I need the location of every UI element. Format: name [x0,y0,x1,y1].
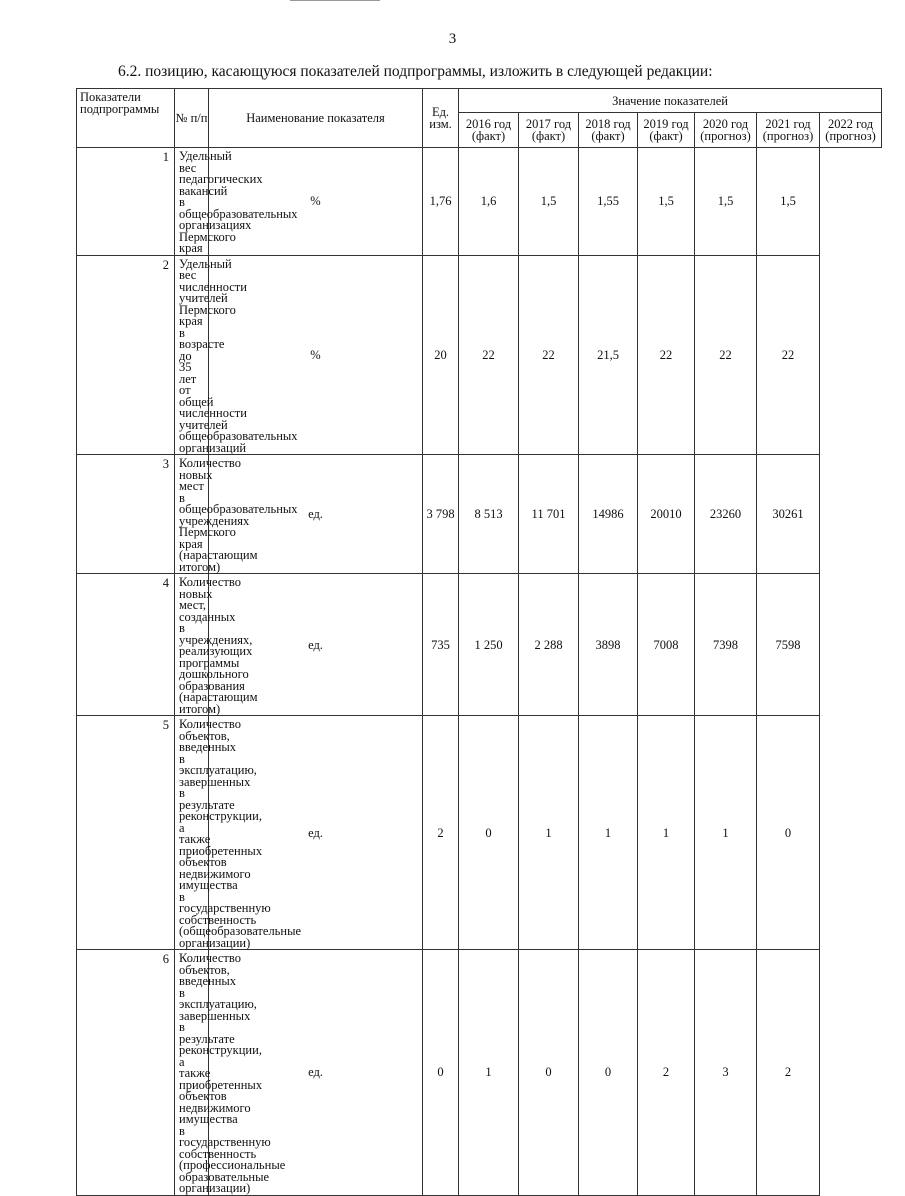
value-cell: 2 [757,950,820,1196]
indicator-name-line: в общеобразовательных учреждениях [179,490,298,528]
indicator-name-line: Удельный вес педагогических [179,149,263,186]
value-cell: 22 [757,255,820,455]
indicator-name-line: в эксплуатацию, завершенных [179,985,257,1023]
indicator-name-line: от общей численности учителей [179,383,247,432]
year-header-2021: 2021 год (прогноз) [757,113,820,148]
indicator-name-line: Количество новых мест, созданных [179,575,241,624]
table-row [77,950,882,1196]
row-number-cell: 6 [77,950,175,1196]
value-cell: 1 250 [459,574,519,716]
section-header-cell: Показатели подпрограммы [77,89,175,148]
indicator-name-line: итогом) [179,559,221,574]
indicator-name-cell [175,255,298,455]
value-cell: 11 701 [519,455,579,574]
year-header-2016: 2016 год (факт) [459,113,519,148]
table-row [77,148,882,256]
table-row [77,574,882,716]
value-cell: 3 [695,950,757,1196]
value-cell: 21,5 [579,255,638,455]
value-cell: 0 [579,950,638,1196]
unit-cell: ед. [209,574,423,716]
indicator-name-cell [175,574,258,716]
indicator-name-line: Удельный вес численности учителей [179,256,247,305]
value-cell: 30261 [757,455,820,574]
indicator-name-cell [175,716,302,950]
table-row [77,716,882,950]
year-header-2017: 2017 год (факт) [519,113,579,148]
value-cell: 1,5 [757,148,820,256]
year-header-2019: 2019 год (факт) [638,113,695,148]
value-cell: 1,6 [459,148,519,256]
indicator-name-line: в учреждениях, реализующих [179,621,253,658]
indicator-name-line: Количество объектов, введенных [179,717,241,754]
value-cell: 0 [459,716,519,950]
value-cell: 1,5 [519,148,579,256]
indicator-name-line: Количество новых мест [179,456,241,493]
indicator-name-line: в результате реконструкции, [179,1020,262,1057]
table-row [77,255,882,455]
value-cell: 2 288 [519,574,579,716]
value-cell: 7598 [757,574,820,716]
indicator-name-cell [175,455,298,574]
indicator-name-line: в государственную собственность [179,889,271,927]
indicator-name-line: Пермского края в возрасте до 35 лет [179,302,236,386]
value-cell: 20010 [638,455,695,574]
value-cell: 7008 [638,574,695,716]
value-cell: 1 [695,716,757,950]
indicator-name-line: образования (нарастающим итогом) [179,678,258,716]
value-cell: 1,55 [579,148,638,256]
indicator-name-cell [175,148,298,256]
value-cell: 22 [695,255,757,455]
value-cell: 1,76 [423,148,459,256]
indicator-name-line: в государственную собственность [179,1123,271,1161]
value-cell: 22 [519,255,579,455]
values-group-header: Значение показателей [459,89,882,113]
number-header: № п/п [175,89,209,148]
value-cell: 23260 [695,455,757,574]
value-cell: 1 [519,716,579,950]
value-cell: 3 798 [423,455,459,574]
indicator-name-line: программы дошкольного [179,655,249,681]
indicator-name-line: а также приобретенных объектов [179,1054,263,1103]
intro-paragraph: 6.2. позицию, касающуюся показателей подпрограммы, изложить в следующей редакции: [118,63,713,80]
value-cell: 1,5 [638,148,695,256]
unit-cell: ед. [209,455,423,574]
indicator-name-line: недвижимого имущества [179,866,251,892]
value-cell: 3898 [579,574,638,716]
value-cell: 22 [459,255,519,455]
page-number: 3 [448,31,457,47]
row-number-cell: 2 [77,255,175,455]
indicator-name-line: в результате реконструкции, а также [179,786,262,846]
indicator-name-line: общеобразовательных организаций [179,429,298,455]
indicator-name-line: вакансий в общеобразовательных [179,183,298,221]
value-cell: 0 [423,950,459,1196]
year-header-2020: 2020 год (прогноз) [695,113,757,148]
row-number-cell: 3 [77,455,175,574]
value-cell: 735 [423,574,459,716]
indicator-name-line: в эксплуатацию, завершенных [179,751,257,789]
row-number-cell: 1 [77,148,175,256]
indicators-table [76,88,882,1196]
indicator-name-cell [175,950,286,1196]
name-header: Наименование показателя [209,89,423,148]
value-cell: 1 [459,950,519,1196]
table-row [77,455,882,574]
indicator-name-line: (профессиональные образовательные [179,1158,286,1184]
value-cell: 8 513 [459,455,519,574]
unit-header: Ед. изм. [423,89,459,148]
value-cell: 1 [638,716,695,950]
header-row [77,89,882,113]
indicator-name-line: организациях Пермского края [179,218,252,255]
value-cell: 22 [638,255,695,455]
top-scan-rule [290,0,380,2]
unit-cell: ед. [209,950,423,1196]
indicator-name-line: Пермского края (нарастающим [179,525,258,562]
value-cell: 2 [638,950,695,1196]
value-cell: 0 [757,716,820,950]
row-number-cell: 5 [77,716,175,950]
unit-cell: % [209,255,423,455]
value-cell: 2 [423,716,459,950]
year-header-2022: 2022 год (прогноз) [820,113,882,148]
value-cell: 20 [423,255,459,455]
indicator-name-line: Количество объектов, введенных [179,951,241,988]
indicator-name-line: организации) [179,1181,251,1195]
value-cell: 7398 [695,574,757,716]
value-cell: 1 [579,716,638,950]
value-cell: 0 [519,950,579,1196]
unit-cell: ед. [209,716,423,950]
indicator-name-line: недвижимого имущества [179,1100,251,1126]
value-cell: 14986 [579,455,638,574]
value-cell: 1,5 [695,148,757,256]
unit-cell: % [209,148,423,256]
row-number-cell: 4 [77,574,175,716]
indicator-name-line: приобретенных объектов [179,843,263,869]
indicator-name-line: (общеобразовательные организации) [179,924,302,950]
year-header-2018: 2018 год (факт) [579,113,638,148]
